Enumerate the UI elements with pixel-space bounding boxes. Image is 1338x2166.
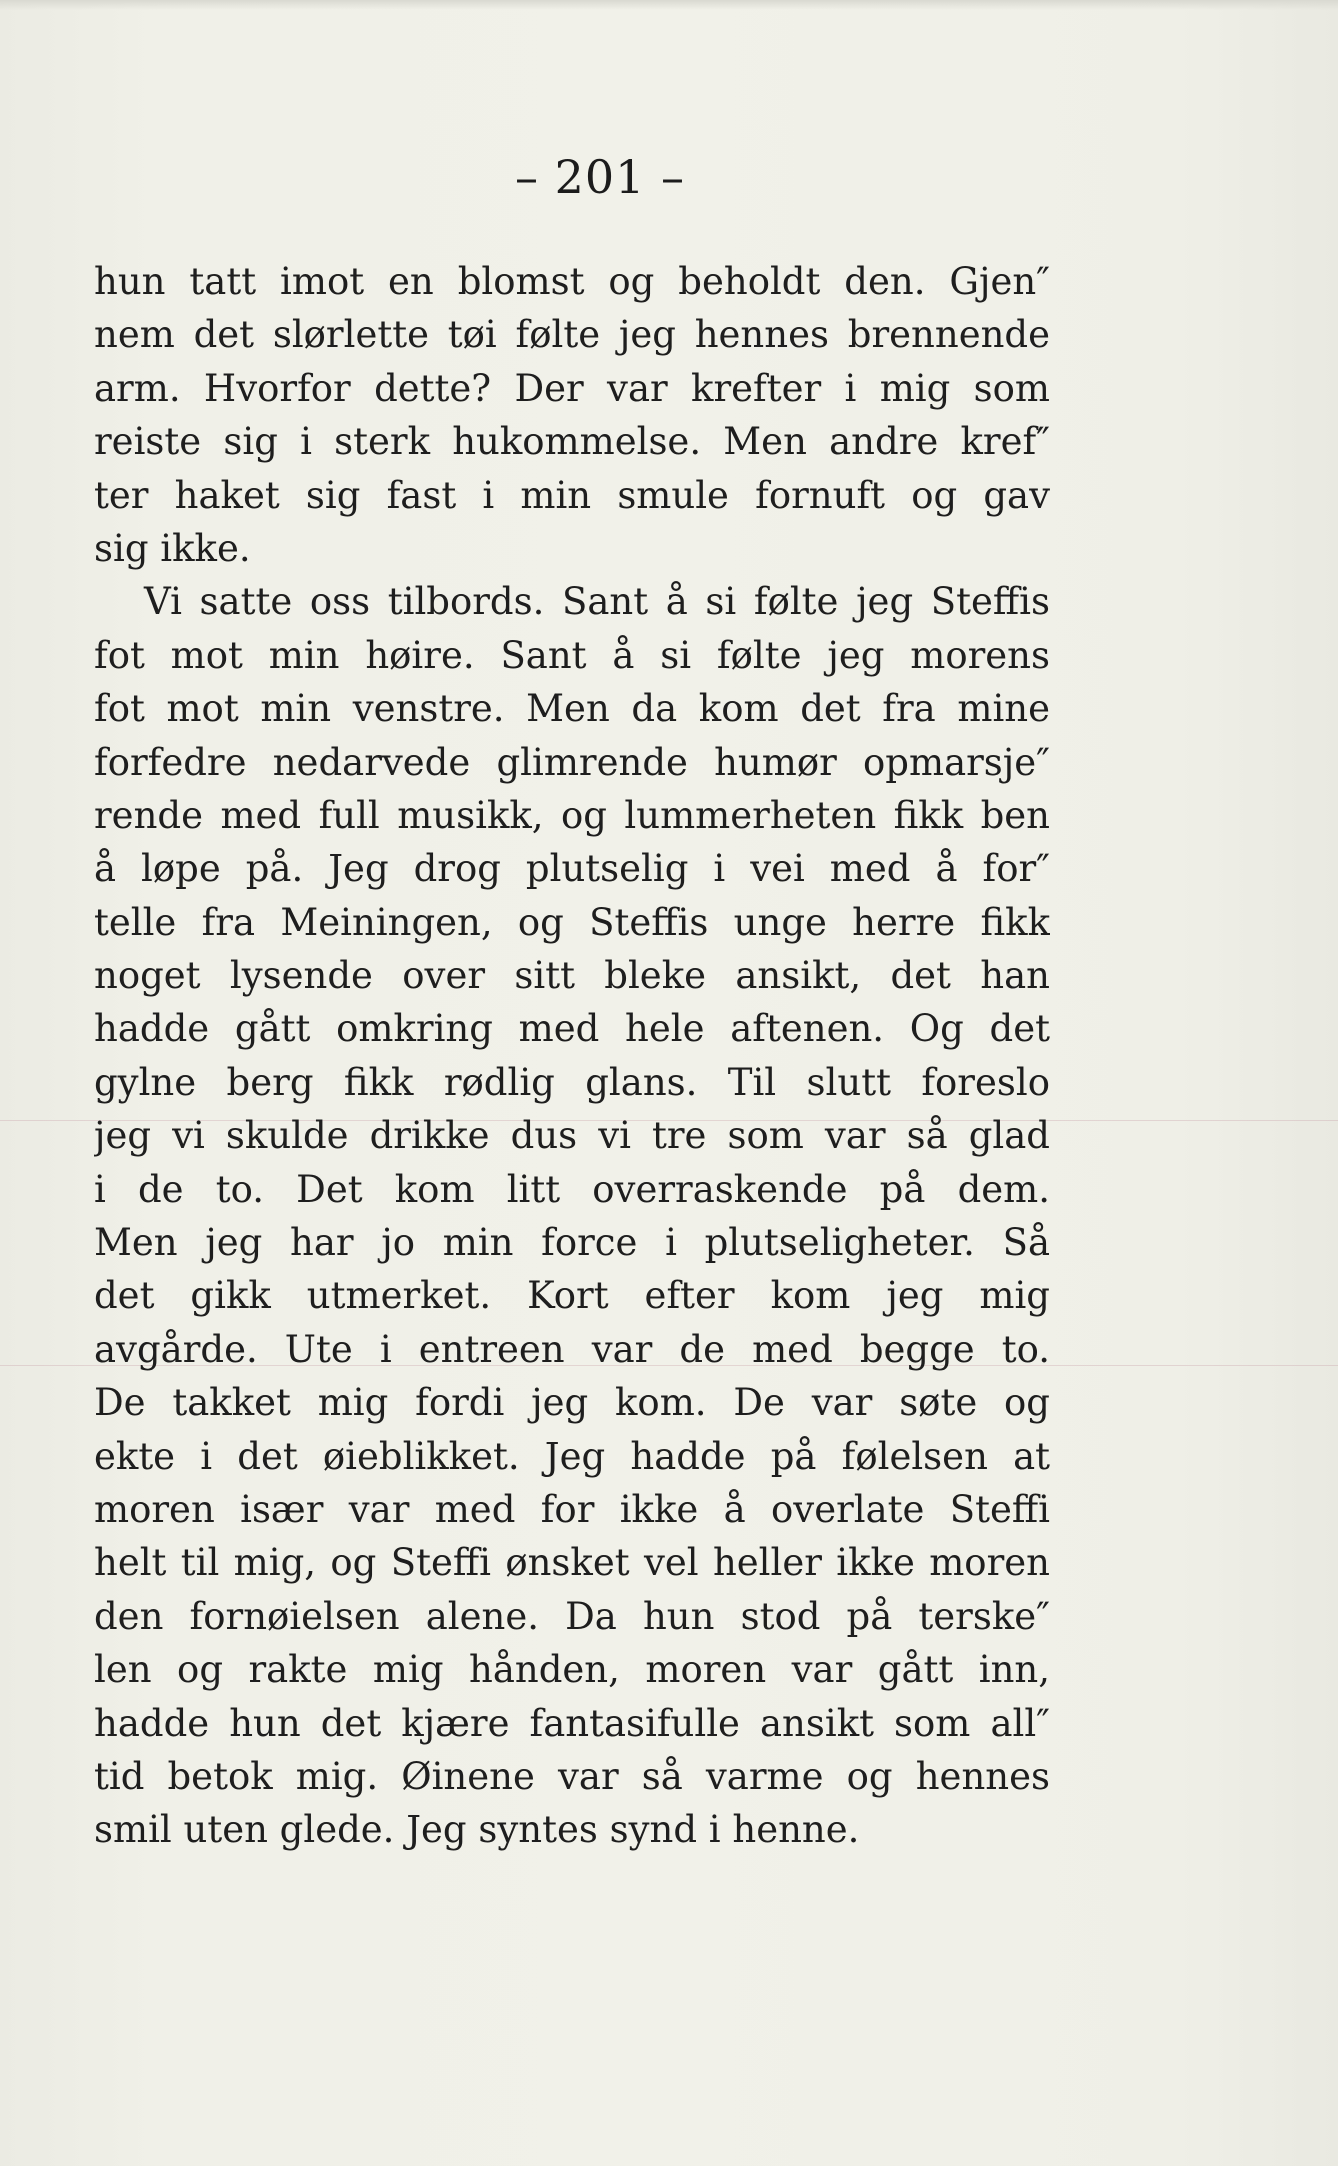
- text-line: hadde gått omkring med hele aftenen. Og det: [94, 1007, 1050, 1051]
- text-line: De takket mig fordi jeg kom. De var søte og: [94, 1381, 1050, 1425]
- body-text: [94, 255, 1050, 1857]
- page-top-edge: [0, 0, 1338, 10]
- text-line: helt til mig, og Steffi ønsket vel heller ikke moren: [94, 1541, 1050, 1585]
- text-line: smil uten glede. Jeg syntes synd i henne.: [94, 1808, 860, 1852]
- text-line: i de to. Det kom litt overraskende på dem.: [94, 1167, 1050, 1211]
- text-line: Vi satte oss tilbords. Sant å si følte jeg Steffis: [144, 580, 1050, 624]
- text-line: reiste sig i sterk hukommelse. Men andre kref″: [94, 420, 1050, 464]
- text-line: jeg vi skulde drikke dus vi tre som var så glad: [94, 1114, 1050, 1158]
- text-line: fot mot min venstre. Men da kom det fra mine: [94, 687, 1050, 731]
- text-line: ter haket sig fast i min smule fornuft og gav: [94, 473, 1050, 517]
- text-line: tid betok mig. Øinene var så varme og hennes: [94, 1754, 1050, 1798]
- text-line: len og rakte mig hånden, moren var gått inn,: [94, 1648, 1050, 1692]
- text-line: hun tatt imot en blomst og beholdt den. Gjen″: [94, 260, 1050, 303]
- text-line: moren især var med for ikke å overlate Steffi: [94, 1487, 1050, 1531]
- text-line: forfedre nedarvede glimrende humør opmarsje″: [94, 740, 1050, 784]
- text-line: Men jeg har jo min force i plutseligheter. Så: [94, 1221, 1050, 1265]
- text-line: hadde hun det kjære fantasifulle ansikt som all″: [94, 1701, 1050, 1745]
- text-line: ekte i det øieblikket. Jeg hadde på følelsen at: [94, 1434, 1050, 1478]
- text-line: det gikk utmerket. Kort efter kom jeg mig: [94, 1274, 1050, 1318]
- text-line: noget lysende over sitt bleke ansikt, det han: [94, 954, 1050, 998]
- text-line: arm. Hvorfor dette? Der var krefter i mig som: [94, 366, 1050, 410]
- text-line: avgårde. Ute i entreen var de med begge to.: [94, 1327, 1050, 1371]
- page-number: – 201 –: [514, 150, 686, 204]
- text-line: å løpe på. Jeg drog plutselig i vei med å for″: [94, 847, 1050, 891]
- text-line: telle fra Meiningen, og Steffis unge herre fikk: [94, 900, 1050, 944]
- text-line: rende med full musikk, og lummerheten fikk ben: [94, 793, 1050, 837]
- text-line: nem det slørlette tøi følte jeg hennes brennende: [94, 313, 1050, 357]
- text-line: gylne berg fikk rødlig glans. Til slutt foreslo: [94, 1060, 1050, 1104]
- text-line: den fornøielsen alene. Da hun stod på terske″: [94, 1594, 1050, 1638]
- text-line: fot mot min høire. Sant å si følte jeg morens: [94, 633, 1050, 677]
- text-line: sig ikke.: [94, 526, 251, 570]
